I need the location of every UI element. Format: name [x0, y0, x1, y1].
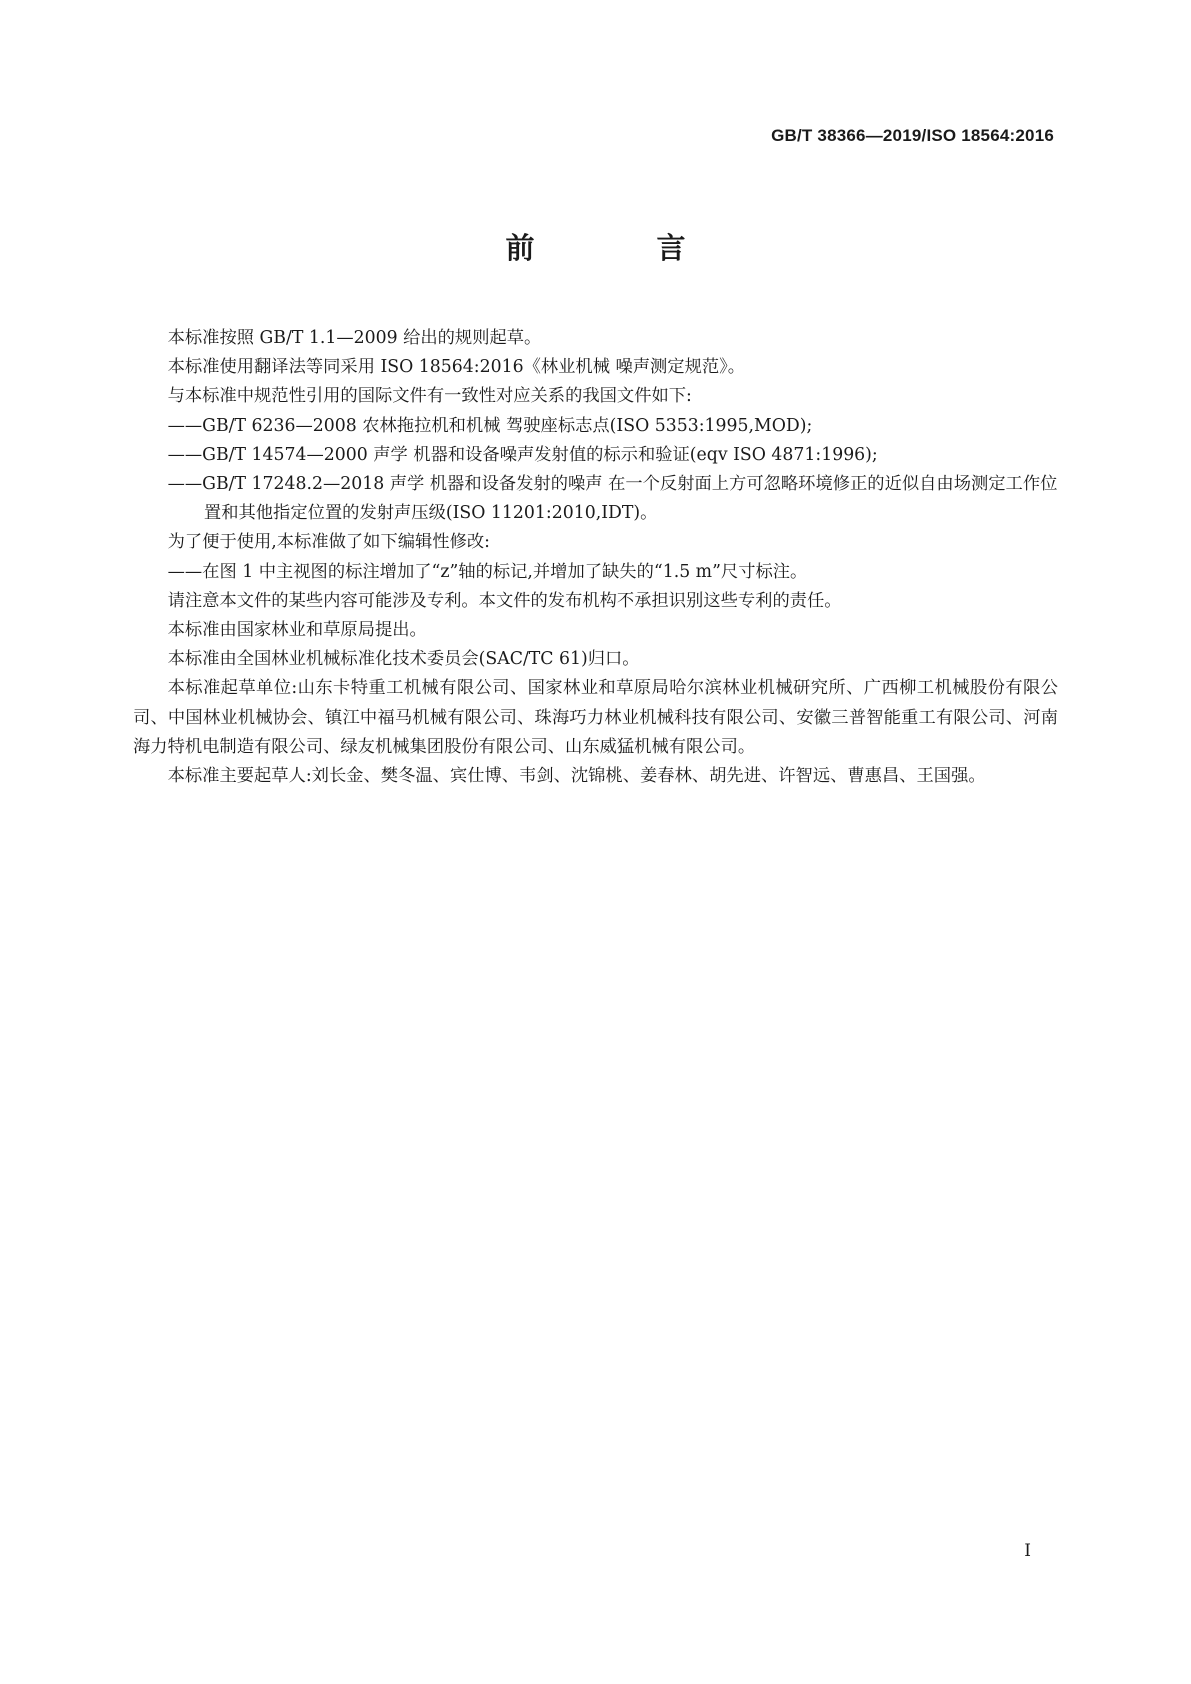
page-number: I	[1024, 1541, 1031, 1561]
reference-item: ——GB/T 17248.2—2018 声学 机器和设备发射的噪声 在一个反射面上方可忽略环境修正的近似自由场测定工作位置和其他指定位置的发射声压级(ISO 11201:2010,IDT)。	[167, 474, 1058, 524]
reference-item: ——GB/T 14574—2000 声学 机器和设备噪声发射值的标示和验证(eqv ISO 4871:1996);	[167, 444, 878, 465]
paragraph-proposer: 本标准由国家林业和草原局提出。	[167, 620, 427, 641]
paragraph-references-intro: 与本标准中规范性引用的国际文件有一致性对应关系的我国文件如下:	[167, 386, 692, 407]
page-title: 前 言	[505, 231, 742, 265]
paragraph-drafting-units: 本标准起草单位:山东卡特重工机械有限公司、国家林业和草原局哈尔滨林业机械研究所、广西柳工机械股份有限公司、中国林业机械协会、镇江中福马机械有限公司、珠海巧力林业机械科技有限公司、安徽三普智能重工有限公司、河南海力特机电制造有限公司、绿友机械集团股份有限公司、山东威猛机械有限公司。	[133, 678, 1058, 757]
reference-item: ——GB/T 6236—2008 农林拖拉机和机械 驾驶座标志点(ISO 5353:1995,MOD);	[167, 415, 813, 436]
paragraph-adoption: 本标准使用翻译法等同采用 ISO 18564:2016《林业机械 噪声测定规范》。	[167, 357, 746, 378]
paragraph-drafters: 本标准主要起草人:刘长金、樊冬温、宾仕博、韦剑、沈锦桃、姜春林、胡先进、许智远、曹惠昌、王国强。	[167, 766, 986, 787]
paragraph-drafting-rules: 本标准按照 GB/T 1.1—2009 给出的规则起草。	[167, 328, 542, 348]
paragraph-patent-notice: 请注意本文件的某些内容可能涉及专利。本文件的发布机构不承担识别这些专利的责任。	[167, 590, 842, 611]
foreword-body	[133, 324, 1058, 791]
standard-code: GB/T 38366—2019/ISO 18564:2016	[771, 126, 1054, 145]
edit-item: ——在图 1 中主视图的标注增加了“z”轴的标记,并增加了缺失的“1.5 m”尺寸标注。	[167, 561, 808, 582]
paragraph-committee: 本标准由全国林业机械标准化技术委员会(SAC/TC 61)归口。	[167, 649, 640, 670]
paragraph-edits-intro: 为了便于使用,本标准做了如下编辑性修改:	[167, 532, 490, 553]
